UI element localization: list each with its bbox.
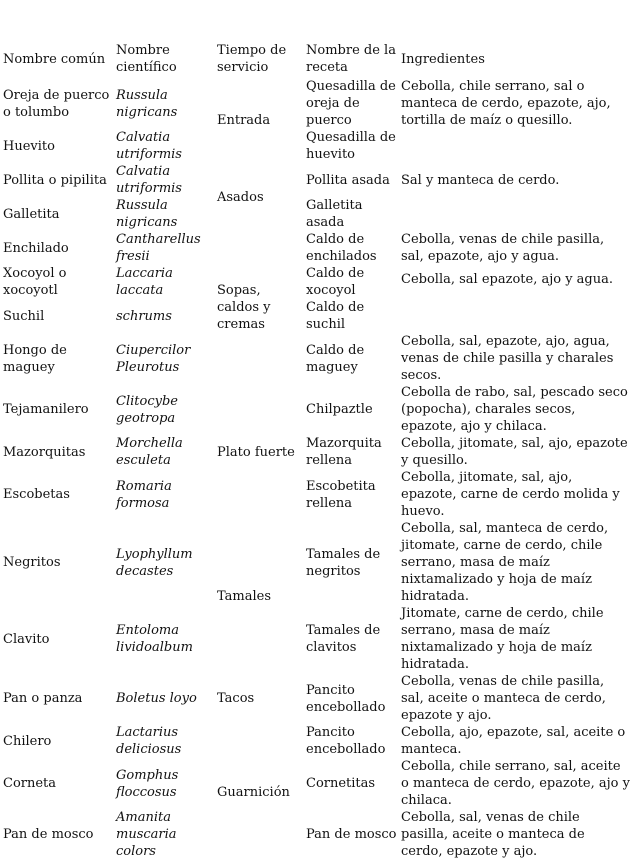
common-name: Pan de mosco [3,827,94,842]
common-name: Pollita o pipilita [3,172,107,188]
table-row [0,435,630,469]
scientific-name: schrums [116,308,172,324]
scientific-name: Gomphus floccosus [116,767,179,800]
recipe-name: Galletita asada [306,198,363,230]
header-ingredients: Ingredientes [401,51,485,67]
ingredients: Cebolla, venas de chile pasilla, sal, epazote, ajo y agua. [401,232,605,264]
recipe-name: Pancito encebollado [306,682,386,715]
scientific-name: Russula nigricans [116,198,178,230]
table-row [0,333,630,384]
ingredients: Cebolla de rabo, sal, pescado seco (popocha), charales secos, epazote, ajo y chilaca. [401,385,628,434]
common-name: Hongo de maguey [3,342,67,375]
recipe-name: Caldo de maguey [306,342,365,375]
ingredients: Cebolla, jitomate, sal, ajo, epazote y quesillo. [401,436,628,468]
header-common-name: Nombre común [3,51,106,67]
recipe-name: Tamales de negritos [306,546,381,579]
scientific-name: Amanita muscaria colors [116,810,177,859]
common-name: Corneta [3,776,57,791]
ingredients: Jitomate, carne de cerdo, chile serrano, masa de maíz nixtamalizado y hoja de maíz hidratada. [401,606,604,672]
ingredients: Cebolla, jitomate, sal, ajo, epazote, carne de cerdo molida y huevo. [401,470,620,519]
ingredients: Sal y manteca de cerdo. [401,172,560,188]
recipe-name: Caldo de xocoyol [306,266,365,298]
common-name: Chilero [3,733,52,749]
common-name: Enchilado [3,240,69,256]
serving-time: Entrada [217,113,271,128]
scientific-name: Laccaria laccata [116,266,173,298]
recipe-name: Pancito encebollado [306,725,386,757]
recipe-name: Pan de mosco [306,827,397,842]
serving-time: Tamales [217,589,272,604]
ingredients: Cebolla, sal, venas de chile pasilla, aceite o manteca de cerdo, epazote y ajo. [401,810,585,859]
serving-time: Guarnición [217,784,290,800]
ingredients: Cebolla, sal, manteca de cerdo, jitomate, carne de cerdo, chile serrano, masa de maíz nixtamalizado y hoja de maíz hidratada. [401,521,609,604]
common-name: Huevito [3,138,55,154]
ingredients: Cebolla, chile serrano, sal o manteca de cerdo, epazote, ajo, tortilla de maíz o quesillo. [401,79,611,128]
serving-time: Asados [217,189,264,205]
recipe-name: Escobetita rellena [306,478,376,511]
recipe-name: Chilpaztle [306,402,373,417]
header-row [0,40,630,78]
scientific-name: Clitocybe geotropa [116,393,178,426]
common-name: Escobetas [3,487,70,502]
scientific-name: Entoloma lividoalbum [116,623,193,655]
scientific-name: Ciupercilor Pleurotus [116,342,191,375]
recipe-name: Quesadilla de oreja de puerco [306,79,396,128]
ingredients: Cebolla, sal epazote, ajo y agua. [401,272,613,287]
recipe-name: Cornetitas [306,776,376,791]
header-recipe-name: Nombre de la receta [306,43,396,75]
recipe-name: Pollita asada [306,172,390,188]
table-row [0,520,630,605]
scientific-name: Lyophyllum decastes [116,546,193,579]
ingredients: Cebolla, venas de chile pasilla, sal, aceite o manteca de cerdo, epazote y ajo. [401,674,606,723]
table-row [0,384,630,435]
table-row [0,605,630,673]
common-name: Oreja de puerco o tolumbo [3,87,110,120]
header-scientific-name: Nombre científico [116,43,177,75]
recipe-name: Caldo de enchilados [306,232,377,264]
table-row [0,197,630,231]
mushroom-recipes-table [0,40,630,860]
table-row [0,724,630,758]
common-name: Xocoyol o xocoyotl [3,266,67,298]
scientific-name: Calvatia utriformis [116,130,182,162]
recipe-name: Tamales de clavitos [306,623,381,655]
common-name: Tejamanilero [3,402,89,417]
serving-time: Tacos [217,691,255,706]
ingredients: Cebolla, ajo, epazote, sal, aceite o manteca. [401,725,626,757]
scientific-name: Cantharellus fresii [116,232,201,264]
table-row [0,265,630,299]
scientific-name: Lactarius deliciosus [116,725,182,757]
scientific-name: Russula nigricans [116,87,178,120]
table-row [0,163,630,197]
table-row [0,809,630,860]
scientific-name: Romaria formosa [116,478,172,511]
table-row [0,469,630,520]
table-row [0,673,630,724]
table-row [0,758,630,809]
common-name: Mazorquitas [3,444,86,460]
serving-time: Sopas, caldos y cremas [217,283,271,332]
scientific-name: Boletus loyo [116,691,197,706]
common-name: Suchil [3,308,45,324]
scientific-name: Morchella esculeta [116,436,183,468]
common-name: Clavito [3,631,50,647]
serving-time: Plato fuerte [217,444,295,460]
table-row [0,78,630,129]
table-row [0,231,630,265]
header-serving-time: Tiempo de servicio [217,43,287,75]
common-name: Negritos [3,555,61,570]
recipe-name: Caldo de suchil [306,300,365,332]
ingredients: Cebolla, sal, epazote, ajo, agua, venas de chile pasilla y charales secos. [401,334,614,383]
ingredients-empty [398,197,630,231]
recipe-name: Quesadilla de huevito [306,130,396,162]
scientific-name: Calvatia utriformis [116,164,182,196]
recipe-name: Mazorquita rellena [306,436,382,468]
common-name: Pan o panza [3,691,83,706]
common-name: Galletita [3,206,60,222]
ingredients: Cebolla, chile serrano, sal, aceite o manteca de cerdo, epazote, ajo y chilaca. [401,759,630,808]
